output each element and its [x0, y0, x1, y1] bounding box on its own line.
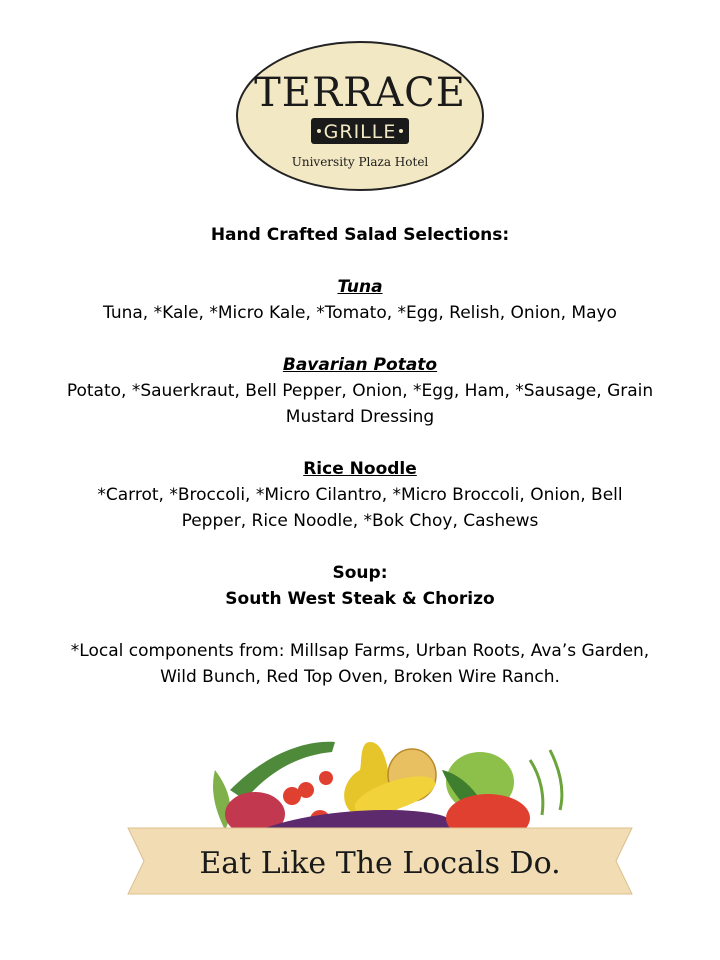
- dish-name: Rice Noodle: [303, 459, 417, 479]
- tomato-icon: [298, 782, 314, 798]
- herb-icon: [550, 750, 562, 810]
- produce-banner: [120, 730, 640, 900]
- banner-slogan: Eat Like The Locals Do.: [199, 846, 561, 881]
- terrace-grille-logo: [235, 40, 485, 192]
- menu-content: [40, 222, 680, 690]
- leek-icon: [230, 742, 335, 800]
- logo-hotel: University Plaza Hotel: [291, 155, 429, 169]
- logo-dot-right: [399, 129, 403, 133]
- herb-icon: [530, 760, 543, 815]
- dish-name: Bavarian Potato: [282, 355, 438, 375]
- local-note: *Local components from: Millsap Farms, Urban Roots, Ava’s Garden,: [70, 641, 650, 661]
- local-note: Wild Bunch, Red Top Oven, Broken Wire Ranch.: [160, 667, 560, 687]
- soup-heading: Soup:: [332, 563, 388, 583]
- dish-description: *Carrot, *Broccoli, *Micro Cilantro, *Micro Broccoli, Onion, Bell: [97, 485, 623, 505]
- dish-description: Potato, *Sauerkraut, Bell Pepper, Onion, *Egg, Ham, *Sausage, Grain: [66, 381, 654, 401]
- tomato-icon: [319, 771, 333, 785]
- dish-description: Pepper, Rice Noodle, *Bok Choy, Cashews: [181, 511, 539, 531]
- logo-dot-left: [317, 129, 321, 133]
- salads-heading: Hand Crafted Salad Selections:: [210, 225, 510, 245]
- logo-sub: GRILLE: [323, 121, 397, 143]
- dish-name: Tuna: [337, 277, 383, 297]
- dish-description: Tuna, *Kale, *Micro Kale, *Tomato, *Egg, Relish, Onion, Mayo: [103, 303, 617, 323]
- soup-name: South West Steak & Chorizo: [225, 589, 495, 609]
- logo-name: TERRACE: [254, 70, 466, 116]
- dish-description: Mustard Dressing: [285, 407, 435, 427]
